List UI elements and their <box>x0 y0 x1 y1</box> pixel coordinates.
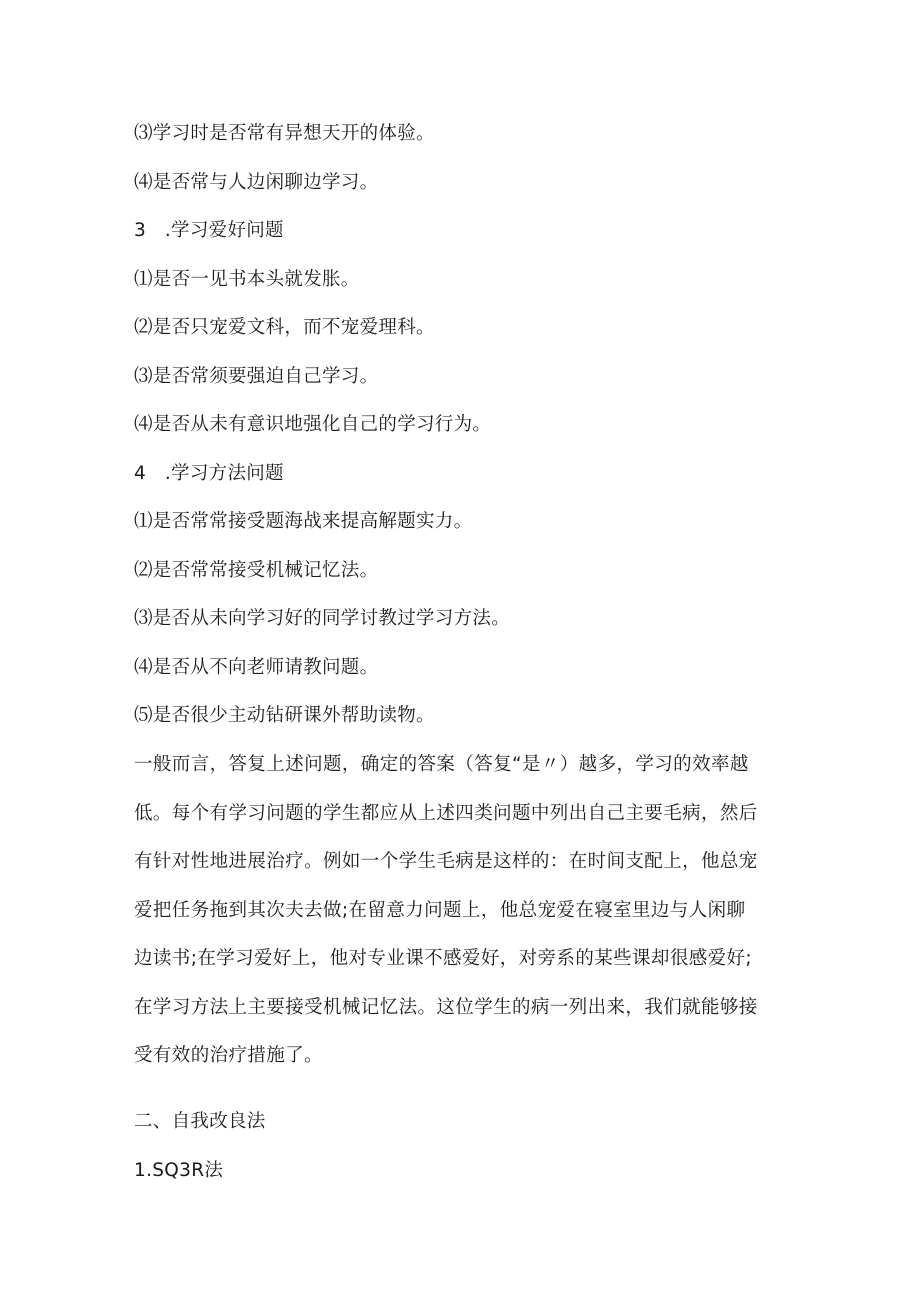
paragraph-line: 爱把任务拖到其次夫去做;在留意力问题上，他总宠爱在寝室里边与人闲聊 <box>134 899 746 921</box>
paragraph-line: 低。每个有学习问题的学生都应从上述四类问题中列出自己主要毛病，然后 <box>134 802 758 824</box>
question-item: ⑷是否从未有意识地强化自己的学习行为。 <box>134 414 492 435</box>
section-heading: 二、自我改良法 <box>134 1111 266 1132</box>
question-item: ⑴是否常常接受题海战来提高解题实力。 <box>134 511 473 532</box>
category-heading: 4 .学习方法问题 <box>134 463 284 484</box>
question-item: ⑶学习时是否常有异想天开的体验。 <box>134 123 435 144</box>
question-item: ⑴是否一见书本头就发胀。 <box>134 269 360 290</box>
paragraph-line: 边读书;在学习爱好上，他对专业课不感爱好，对旁系的某些课却很感爱好; <box>134 948 753 969</box>
question-item: ⑷是否从不向老师请教问题。 <box>134 657 379 678</box>
question-item: ⑵是否只宠爱文科，而不宠爱理科。 <box>134 317 435 338</box>
paragraph-line: 在学习方法上主要接受机械记忆法。这位学生的病一列出来，我们就能够接 <box>134 996 758 1018</box>
paragraph-line: 有针对性地进展治疗。例如一个学生毛病是这样的：在时间支配上，他总宠 <box>134 851 758 872</box>
subsection-heading: 1.SQ3R法 <box>134 1160 224 1181</box>
body-paragraph <box>134 741 794 1081</box>
question-item: ⑸是否很少主动钻研课外帮助读物。 <box>134 705 435 726</box>
question-item: ⑵是否常常接受机械记忆法。 <box>134 560 379 581</box>
paragraph-line: 受有效的治疗措施了。 <box>134 1045 324 1066</box>
question-item: ⑷是否常与人边闲聊边学习。 <box>134 172 379 193</box>
question-item: ⑶是否常须要强迫自己学习。 <box>134 366 379 387</box>
question-item: ⑶是否从未向学习好的同学讨教过学习方法。 <box>134 608 511 629</box>
category-heading: 3 .学习爱好问题 <box>134 220 284 241</box>
paragraph-line: 一般而言，答复上述问题，确定的答案（答复“是〃）越多，学习的效率越 <box>134 754 749 775</box>
